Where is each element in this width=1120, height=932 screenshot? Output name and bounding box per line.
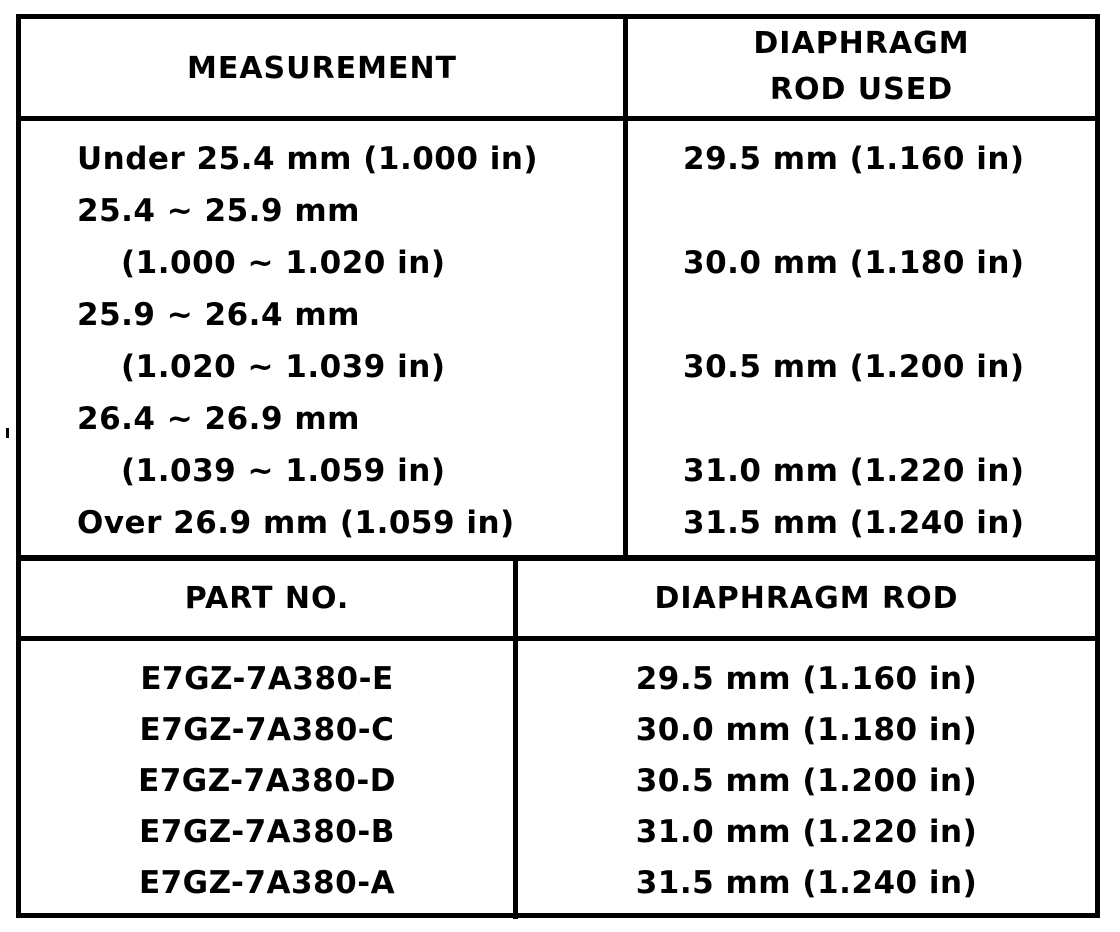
part-number-cell: E7GZ-7A380-C xyxy=(139,712,395,748)
measurement-cell: Under 25.4 mm (1.000 in) xyxy=(77,141,539,177)
measurement-header: MEASUREMENT xyxy=(186,51,458,86)
part-number-cell: E7GZ-7A380-B xyxy=(139,814,395,850)
rod-used-header-line1: DIAPHRAGM xyxy=(753,26,970,61)
part-number-cell: E7GZ-7A380-A xyxy=(138,865,396,901)
measurement-cell-inch: (1.039 ~ 1.059 in) xyxy=(121,453,446,489)
diaphragm-rod-header: DIAPHRAGM ROD xyxy=(654,581,959,616)
rod-size-cell: 30.5 mm (1.200 in) xyxy=(635,763,978,799)
rod-size-cell: 29.5 mm (1.160 in) xyxy=(635,661,978,697)
rod-size-cell: 31.0 mm (1.220 in) xyxy=(635,814,978,850)
rod-size-cell: 31.5 mm (1.240 in) xyxy=(635,865,978,901)
rod-cell: 29.5 mm (1.160 in) xyxy=(683,141,1025,177)
part-number-cell: E7GZ-7A380-D xyxy=(138,763,396,799)
measurement-cell: 26.4 ~ 26.9 mm xyxy=(77,401,360,437)
rod-size-cell: 30.0 mm (1.180 in) xyxy=(635,712,978,748)
measurement-cell: 25.4 ~ 25.9 mm xyxy=(77,193,360,229)
rod-cell: 30.5 mm (1.200 in) xyxy=(683,349,1025,385)
rod-used-header-line2: ROD USED xyxy=(769,72,954,107)
spec-table-sheet xyxy=(16,14,1100,918)
table-separator xyxy=(21,555,1095,561)
part-number-cell: E7GZ-7A380-E xyxy=(140,661,394,697)
rod-cell: 31.5 mm (1.240 in) xyxy=(683,505,1025,541)
measurement-cell: Over 26.9 mm (1.059 in) xyxy=(77,505,515,541)
measurement-cell-inch: (1.020 ~ 1.039 in) xyxy=(121,349,446,385)
scan-mark xyxy=(6,428,9,438)
part-no-header: PART NO. xyxy=(184,581,350,616)
measurement-cell: 25.9 ~ 26.4 mm xyxy=(77,297,360,333)
table1-header-divider xyxy=(21,116,1095,121)
rod-cell: 31.0 mm (1.220 in) xyxy=(683,453,1025,489)
measurement-cell-inch: (1.000 ~ 1.020 in) xyxy=(121,245,446,281)
table2-header-divider xyxy=(21,636,1095,641)
rod-cell: 30.0 mm (1.180 in) xyxy=(683,245,1025,281)
